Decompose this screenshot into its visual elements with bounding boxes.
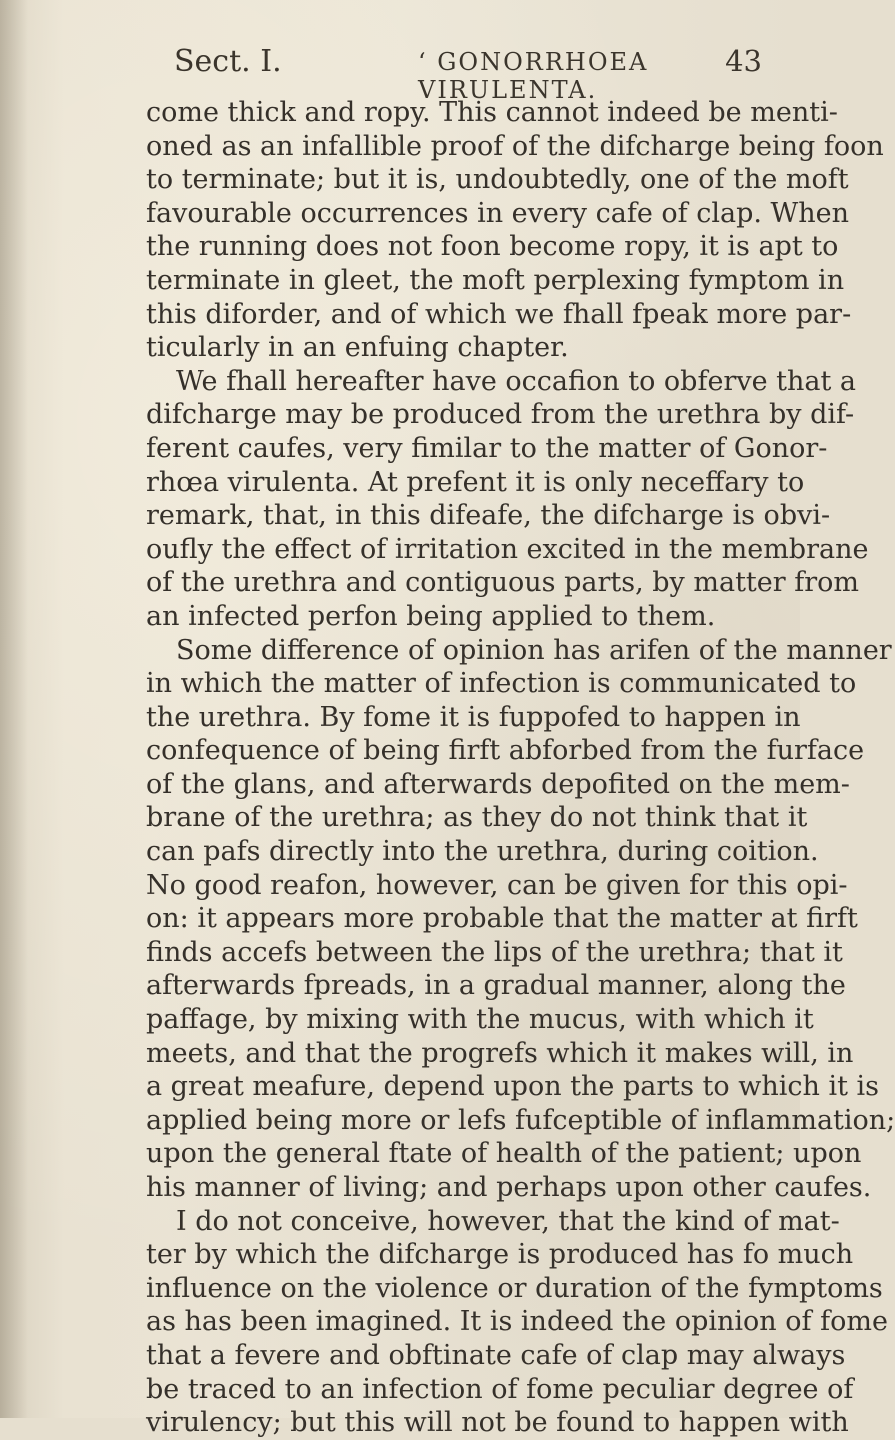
text-line: an infected perfon being applied to them.	[146, 600, 716, 632]
running-title: ‘ GONORRHOEA VIRULENTA.	[418, 48, 649, 104]
text-line: No good reafon, however, can be given for this opi-	[146, 869, 848, 901]
text-line: brane of the urethra; as they do not think that it	[146, 802, 808, 834]
text-line: oned as an infallible proof of the difcharge being foon	[146, 130, 884, 162]
text-line: favourable occurrences in every cafe of clap. When	[146, 197, 850, 229]
text-line: applied being more or lefs fufceptible of inflammation;	[146, 1104, 895, 1136]
text-line: this diforder, and of which we fhall fpeak more par-	[146, 298, 852, 330]
text-line: influence on the violence or duration of the fymptoms	[146, 1272, 883, 1304]
text-line: paffage, by mixing with the mucus, with which it	[146, 1004, 814, 1036]
text-line: ticularly in an enfuing chapter.	[146, 332, 569, 364]
text-line: his manner of living; and perhaps upon other caufes.	[146, 1172, 872, 1203]
text-line: in which the matter of infection is communicated to	[146, 668, 857, 700]
text-line: rhœa virulenta. At prefent it is only neceffary to	[146, 466, 805, 498]
text-line: of the urethra and contiguous parts, by matter from	[146, 567, 859, 599]
binding-shadow	[0, 0, 28, 1418]
text-line: We fhall hereafter have occafion to obferve that a	[176, 365, 857, 397]
text-line: on: it appears more probable that the matter at firft	[146, 903, 858, 935]
text-line: virulency; but this will not be found to happen with	[146, 1407, 849, 1439]
page-number: 43	[725, 44, 762, 78]
text-line: I do not conceive, however, that the kind of mat-	[176, 1205, 840, 1237]
text-line: terminate in gleet, the moft perplexing fymptom in	[146, 264, 845, 296]
text-line: can pafs directly into the urethra, during coition.	[146, 836, 819, 868]
text-line: that a fevere and obftinate cafe of clap may always	[146, 1339, 846, 1371]
text-line: afterwards fpreads, in a gradual manner, along the	[146, 970, 846, 1002]
text-line: Some difference of opinion has arifen of the manner	[176, 634, 892, 666]
page-header	[174, 44, 762, 104]
text-line: oufly the effect of irritation excited in the membrane	[146, 533, 869, 565]
text-line: remark, that, in this difeafe, the difcharge is obvi-	[146, 500, 831, 532]
text-line: come thick and ropy. This cannot indeed be menti-	[146, 97, 838, 128]
text-line: ter by which the difcharge is produced has fo much	[146, 1239, 854, 1271]
text-line: a great meafure, depend upon the parts to which it is	[146, 1071, 880, 1103]
text-line: be traced to an infection of fome peculiar degree of	[146, 1373, 854, 1405]
text-line: as has been imagined. It is indeed the opinion of fome	[146, 1306, 888, 1338]
text-line: upon the general ftate of health of the patient; upon	[146, 1138, 862, 1170]
text-line: of the glans, and afterwards depofited on the mem-	[146, 768, 850, 800]
text-line: confequence of being firft abforbed from the furface	[146, 735, 865, 767]
text-line: meets, and that the progrefs which it makes will, in	[146, 1037, 854, 1069]
text-line: the urethra. By fome it is fuppofed to happen in	[146, 701, 801, 733]
text-line: finds accefs between the lips of the urethra; that it	[146, 936, 843, 968]
text-line: the running does not foon become ropy, it is apt to	[146, 231, 839, 263]
section-label: Sect. I.	[174, 44, 282, 79]
text-line: to terminate; but it is, undoubtedly, one of the moft	[146, 164, 849, 196]
text-line: difcharge may be produced from the urethra by dif-	[146, 399, 855, 431]
body-text	[146, 96, 895, 1440]
text-line: ferent caufes, very fimilar to the matter of Gonor-	[146, 432, 828, 464]
